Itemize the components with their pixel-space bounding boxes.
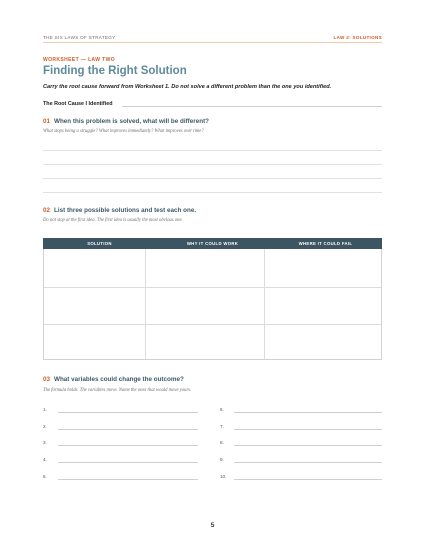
q2-heading <box>43 207 196 214</box>
col-header-where-it-could-fail: WHERE IT COULD FAIL <box>298 241 353 246</box>
q1-heading-text: When this problem is solved, what will be different? <box>54 118 210 125</box>
variable-number: 8. <box>220 440 224 445</box>
q3-subtext: The formula holds. The variables move. Name the ones that would move yours. <box>43 388 192 393</box>
root-cause-label: The Root Cause I Identified <box>43 101 113 107</box>
variable-number: 6. <box>220 407 224 412</box>
q2-number: 02 <box>43 207 51 214</box>
table-cell-fail-1[interactable] <box>265 250 381 286</box>
variable-number: 3. <box>43 440 47 445</box>
variable-line[interactable] <box>58 429 198 430</box>
variable-line[interactable] <box>234 479 382 480</box>
variable-number: 9. <box>220 457 224 462</box>
variable-line[interactable] <box>58 462 198 463</box>
solutions-table <box>43 238 382 360</box>
col-header-solution: SOLUTION <box>87 241 112 246</box>
q3-number: 03 <box>43 376 51 383</box>
q3-heading-text: What variables could change the outcome? <box>54 376 184 383</box>
running-header-section: LAW 2: SOLUTIONS <box>333 35 382 40</box>
worksheet-eyebrow: WORKSHEET — LAW TWO <box>43 57 116 63</box>
q1-writing-line[interactable] <box>43 164 382 165</box>
table-cell-solution-2[interactable] <box>45 288 144 323</box>
col-header-why-it-could-work: WHY IT COULD WORK <box>186 241 239 246</box>
running-header-title: THE SIX LAWS OF STRATEGY <box>43 35 116 40</box>
variable-number: 7. <box>220 424 224 429</box>
q1-heading <box>43 118 209 125</box>
variable-number: 5. <box>43 474 47 479</box>
variable-line[interactable] <box>234 462 382 463</box>
table-cell-why-3[interactable] <box>146 325 263 359</box>
variable-number: 4. <box>43 457 47 462</box>
table-cell-why-1[interactable] <box>146 250 263 286</box>
page-number: 5 <box>210 522 215 529</box>
q1-writing-line[interactable] <box>43 192 382 193</box>
q1-writing-line[interactable] <box>43 178 382 179</box>
root-cause-input-line[interactable] <box>122 106 382 107</box>
q1-number: 01 <box>43 118 51 125</box>
variable-number: 2. <box>43 424 47 429</box>
page-title: Finding the Right Solution <box>43 65 187 77</box>
variable-line[interactable] <box>234 412 382 413</box>
variable-line[interactable] <box>58 412 198 413</box>
variable-line[interactable] <box>58 445 198 446</box>
q3-heading <box>43 376 184 383</box>
variable-line[interactable] <box>234 445 382 446</box>
variable-line[interactable] <box>58 479 198 480</box>
table-cell-fail-2[interactable] <box>265 288 381 323</box>
variable-line[interactable] <box>234 429 382 430</box>
solutions-table-header <box>43 238 382 249</box>
q1-writing-line[interactable] <box>43 150 382 151</box>
table-cell-fail-3[interactable] <box>265 325 381 359</box>
table-cell-why-2[interactable] <box>146 288 263 323</box>
table-cell-solution-1[interactable] <box>45 250 144 286</box>
header-divider <box>43 42 382 43</box>
variable-number: 1. <box>43 407 47 412</box>
intro-text: Carry the root cause forward from Worksheet 1. Do not solve a different problem than the one you identified. <box>43 84 332 90</box>
q2-heading-text: List three possible solutions and test each one. <box>54 207 197 214</box>
q2-subtext: Do not stop at the first idea. The first idea is usually the most obvious one. <box>43 218 183 223</box>
q1-subtext: What stops being a struggle? What improves immediately? What improves over time? <box>43 129 204 134</box>
variable-number: 10. <box>220 474 227 479</box>
table-cell-solution-3[interactable] <box>45 325 144 359</box>
